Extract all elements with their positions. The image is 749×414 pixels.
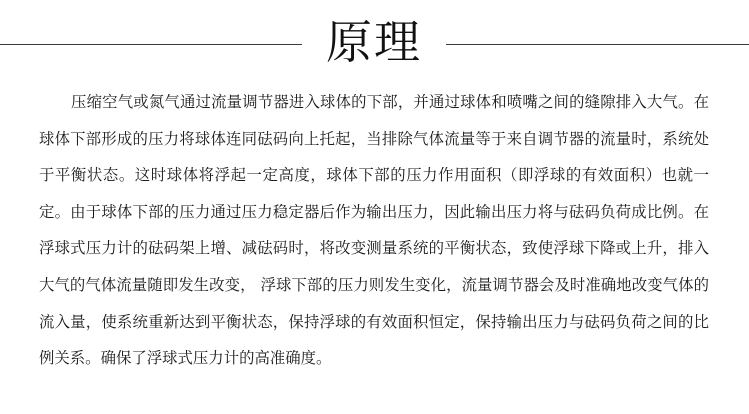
principle-paragraph: 压缩空气或氮气通过流量调节器进入球体的下部，并通过球体和喷嘴之间的缝隙排入大气。在球体下部形成的压力将球体连同砝码向上托起，当排除气体流量等于来自调节器的流量时，系统处于平衡状态。这时球体将浮起一定高度，球体下部的压力作用面积（即浮球的有效面积）也就一定。由于球体下部的压力通过压力稳定器后作为输出压力，因此输出压力将与砝码负荷成比例。在浮球式压力计的砝码架上增、减砝码时，将改变测量系统的平衡状态，致使浮球下降或上升，排入大气的气体流量随即发生改变， 浮球下部的压力则发生变化，流量调节器会及时准确地改变气体的流入量，使系统重新达到平衡状态，保持浮球的有效面积恒定，保持输出压力与砝码负荷之间的比例关系。确保了浮球式压力计的高准确度。 [39,93,709,368]
divider-left [0,44,302,45]
section-header [0,0,749,90]
divider-right [446,44,749,45]
section-title: 原理 [326,15,422,69]
